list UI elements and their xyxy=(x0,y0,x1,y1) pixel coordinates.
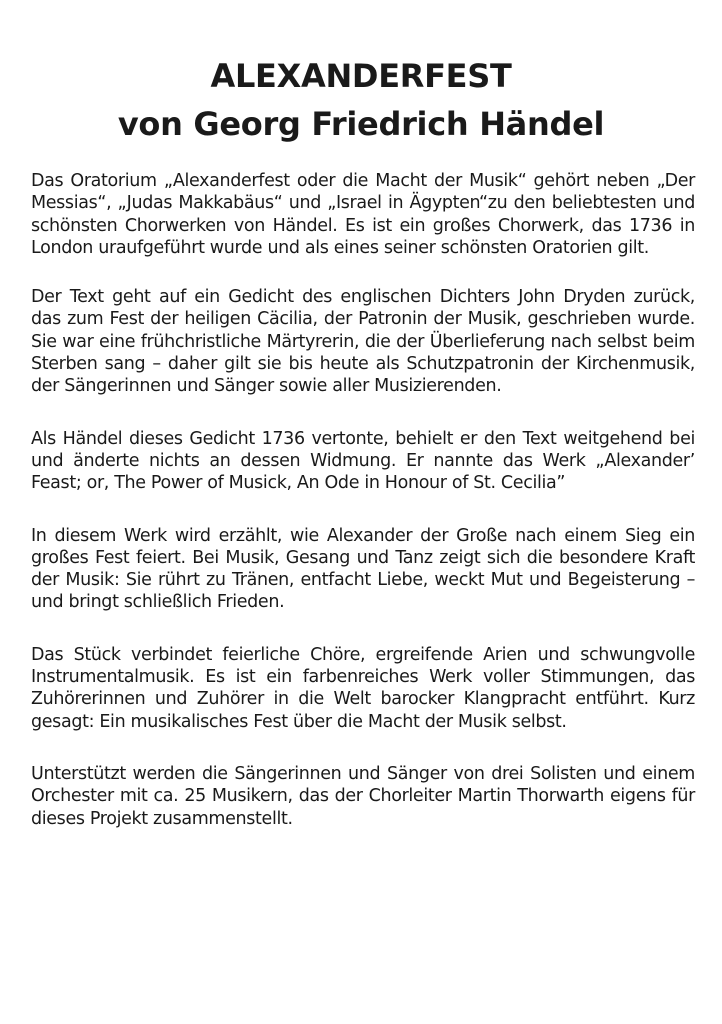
paragraph-text-origin: Der Text geht auf ein Gedicht des englischen Dichters John Dryden zurück, das zum Fest der heiligen Cäcilia, der Patronin der Musik, geschrieben wurde. Sie war eine frühchristliche Märtyrerin, die der Überlieferung nach selbst beim Sterben sang – daher gilt sie bis heute als Schutzpatronin der Kirchenmusik, der Sängerinnen und Sänger sowie aller Musizierenden. xyxy=(31,287,695,397)
paragraph-story: In diesem Werk wird erzählt, wie Alexander der Große nach einem Sieg ein großes Fest feiert. Bei Musik, Gesang und Tanz zeigt sich die besondere Kraft der Musik: Sie rührt zu Tränen, entfacht Liebe, weckt Mut und Begeisterung –und bringt schließlich Frieden. xyxy=(31,525,695,613)
page-subtitle: von Georg Friedrich Händel xyxy=(117,105,605,143)
body-text xyxy=(31,170,695,855)
paragraph-performers: Unterstützt werden die Sängerinnen und Sänger von drei Solisten und einem Orchester mit ca. 25 Musikern, das der Chorleiter Martin Thorwarth eigens für dieses Projekt zusammenstellt. xyxy=(31,763,695,829)
paragraph-intro: Das Oratorium „Alexanderfest oder die Macht der Musik“ gehört neben „Der Messias“, „Judas Makkabäus“ und „Israel in Ägypten“zu den beliebtesten und schönsten Chorwerken von Händel. Es ist ein großes Chorwerk, das 1736 in London uraufgeführt wurde und als eines seiner schönsten Oratorien gilt. xyxy=(31,171,695,258)
paragraph-music: Das Stück verbindet feierliche Chöre, ergreifende Arien und schwungvolle Instrumentalmusik. Es ist ein farbenreiches Werk voller Stimmungen, das Zuhörerinnen und Zuhörer in die Welt barocker Klangpracht entführt. Kurz gesagt: Ein musikalisches Fest über die Macht der Musik selbst. xyxy=(31,644,695,732)
title-block xyxy=(0,52,722,148)
paragraph-composition: Als Händel dieses Gedicht 1736 vertonte, behielt er den Text weitgehend bei und änderte nichts an dessen Widmung. Er nannte das Werk „Alexander’ Feast; or, The Power of Musick, An Ode in Honour of St. Cecilia” xyxy=(31,428,695,494)
page-title: ALEXANDERFEST xyxy=(210,57,512,95)
